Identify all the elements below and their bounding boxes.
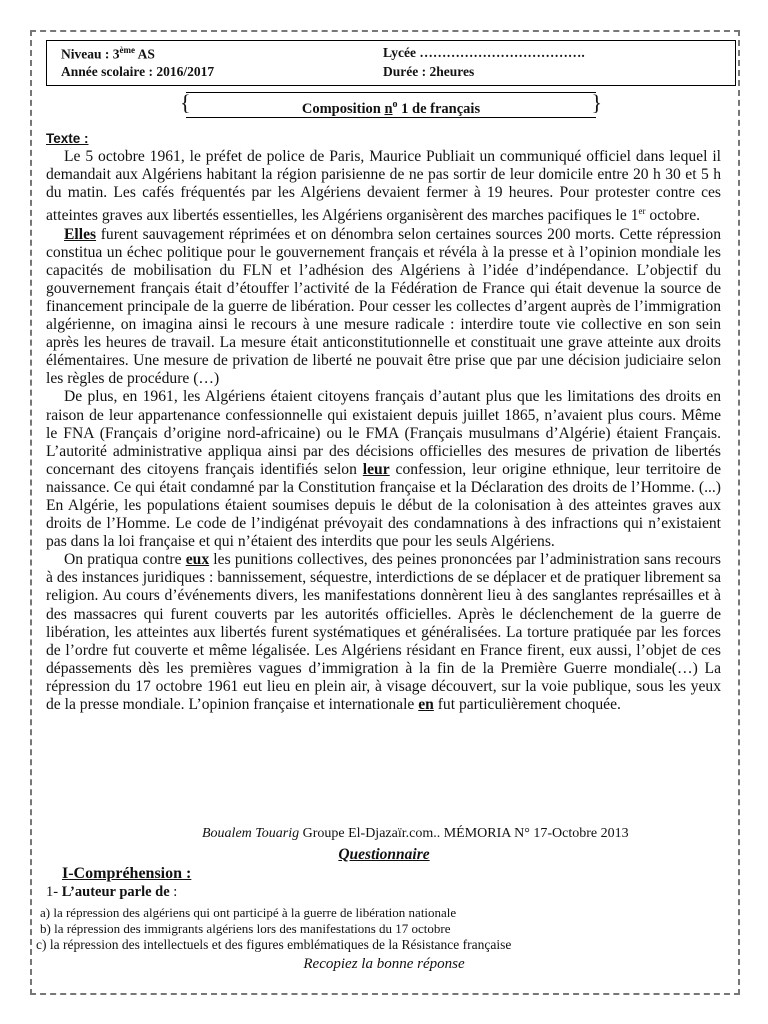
q1-label: L’auteur parle de — [61, 884, 170, 900]
exam-header — [46, 40, 736, 86]
title-n: n — [384, 100, 393, 117]
source-citation — [202, 826, 629, 842]
level-suffix: AS — [135, 46, 155, 62]
p4-end: fut particulièrement choquée. — [433, 696, 621, 713]
source-author: Boualem Touarig — [202, 826, 300, 841]
instruction: Recopiez la bonne réponse — [303, 956, 465, 972]
p4-middle: les punitions collectives, des peines prononcées par l’administration sans recours à des instances juridiques : bannissement, séquestre, interdictions de se déplacer et de pratiquer librement sa religion. Au cours d’événements divers, les manifestations donnèrent lieu à des sanglantes représailles et à des massacres qui furent couverts par les autorités officielles. Après le déclenchement de la guerre de libération, les atteintes aux libertés furent systématiques et généralisées. La torture pratiquée par les forces de l’ordre fut couverte et même légalisée. Les Algériens résidant en France firent, eux aussi, l’objet de ces dépassements dès les premières vagues d’immigration à la fin de la Première Guerre mondiale(…) La répression du 17 octobre 1961 eut lieu en plein air, à visage découvert, sur la voie publique, sous les yeux de la presse mondiale. L’opinion française et internationale — [46, 551, 721, 713]
texte-label: Texte : — [46, 131, 89, 146]
left-brace: { — [180, 90, 191, 115]
paragraph-1 — [46, 148, 721, 226]
p2-text: furent sauvagement réprimées et on dénombra selon certaines sources 200 morts. Cette répression constitua un échec politique pour le gouvernement français et révéla à la presse et à l’opinion mondiale les capacités de mobilisation du FLN et l’adhésion des Algériens à l’idée d’indépendance. L’objectif du gouvernement français était d’étouffer l’activité de la Fédération de France qui était devenue la source de financement principale de la guerre de libération. Pour cesser les collectes d’argent auprès de l’immigration algérienne, on imagina ainsi le recours à une mesure radicale : interdire toute vie collective en son sein après les heures de travail. La mesure était anticonstitutionnelle et constituait une grave atteinte aux droits élémentaires. Une mesure de privation de liberté ne pouvait être prise que par une décision judiciaire selon les règles de procédure (…) — [46, 225, 721, 388]
option-b: b) la répression des immigrants algériens lors des manifestations du 17 octobre — [40, 921, 451, 936]
title-prefix: Composition — [301, 100, 385, 117]
school-year: Année scolaire : 2016/2017 — [61, 64, 215, 79]
q1-number: 1- — [46, 884, 62, 900]
questionnaire-heading: Questionnaire — [338, 846, 430, 863]
p1-end: octobre. — [645, 207, 701, 225]
option-c: c) la répression des intellectuels et des figures emblématiques de la Résistance française — [36, 937, 512, 952]
level-text: Niveau : 3 — [61, 46, 120, 62]
source-rest: Groupe El-Djazaïr.com.. MÉMORIA N° 17-Octobre 2013 — [299, 826, 629, 841]
lycee-label: Lycée ………………………………. — [383, 45, 585, 60]
p1-sup: er — [638, 206, 646, 217]
p4-text: On pratiqua contre — [64, 551, 186, 569]
underlined-elles: Elles — [64, 225, 97, 243]
underlined-en: en — [418, 696, 434, 713]
paragraph-3 — [46, 388, 721, 551]
underlined-eux: eux — [185, 551, 210, 569]
p1-text: Le 5 octobre 1961, le préfet de police de Paris, Maurice Publiait un communiqué officiel dans lequel il demandait aux Algériens habitant la région parisienne de ne pas sortir de leur domicile entre 20 h 30 et 5 h du matin. Les cafés fréquentés par les Algériens devaient fermer à 19 heures. Pour protester contre ces atteintes graves aux libertés essentielles, les Algériens organisèrent des marches pacifiques le 1 — [46, 148, 721, 225]
q1-colon: : — [169, 884, 178, 900]
text-body — [46, 148, 721, 714]
underlined-leur: leur — [362, 460, 390, 478]
paragraph-2 — [46, 226, 721, 389]
composition-title — [180, 90, 602, 118]
level-sup: ème — [119, 45, 135, 55]
section-comprehension: I-Compréhension : — [62, 865, 192, 882]
title-suffix: 1 de français — [397, 100, 481, 117]
option-a: a) la répression des algériens qui ont participé à la guerre de libération nationale — [40, 905, 457, 920]
paragraph-4 — [46, 551, 721, 714]
p3-text: De plus, en 1961, les Algériens étaient citoyens français d’autant plus que les limitations des droits en raison de leur appartenance confessionnelle qui existaient depuis juillet 1865, n’avaient plus cours. Même le FNA (Français d’origine nord-africaine) ou le FMA (Français musulmans d’Algérie) étaient Français. L’autorité administrative appliqua ainsi par des décisions officielles des mesures de privation de libertés concernant des citoyens français identifiés selon — [46, 388, 721, 478]
p3-end: confession, leur origine ethnique, leur territoire de naissance. Ce qui était condamné par la Constitution française et la Déclaration des droits de l’Homme. (...) En Algérie, les populations étaient soumises depuis le début de la colonisation à des atteintes graves aux droits de l’Homme. Le code de l’indigénat prévoyait des condamnations à des infractions qui n’existaient pas dans la loi française et qui n’étaient des interdits que pour les seuls Algériens. — [46, 460, 721, 551]
level-label — [61, 45, 155, 63]
question-1 — [46, 884, 177, 901]
duration: Durée : 2heures — [383, 64, 475, 79]
title-o: o — [392, 99, 398, 110]
right-brace: } — [591, 90, 602, 115]
